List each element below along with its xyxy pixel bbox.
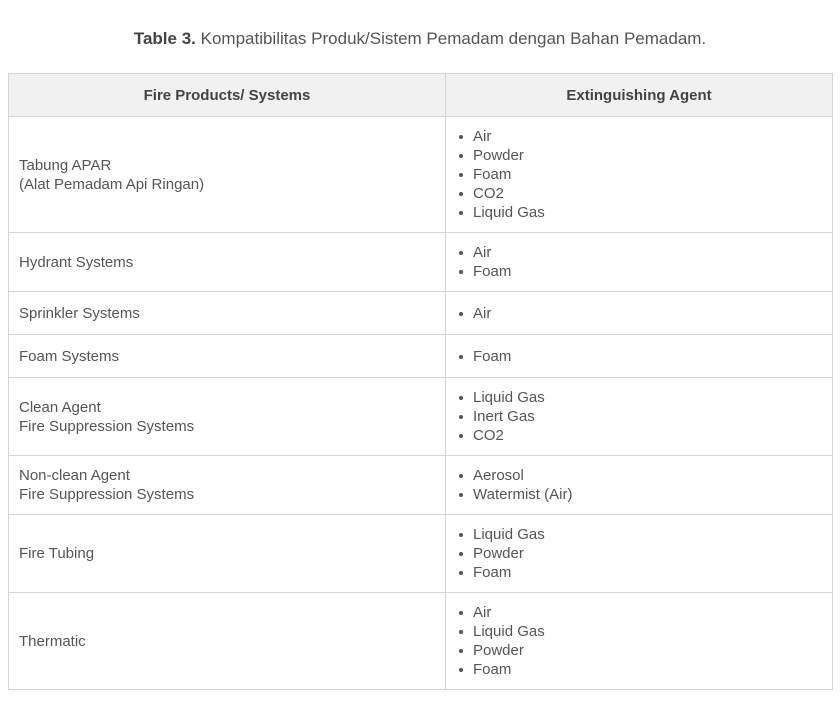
agent-list	[457, 347, 822, 366]
table-row	[9, 233, 833, 292]
agent-list-item: Powder	[457, 641, 822, 660]
agent-list-item: Liquid Gas	[457, 622, 822, 641]
agent-list-item: Foam	[457, 347, 822, 366]
table-row	[9, 335, 833, 378]
agent-list-item: Liquid Gas	[457, 388, 822, 407]
agent-cell	[446, 515, 833, 593]
agent-cell	[446, 378, 833, 456]
product-name-line: (Alat Pemadam Api Ringan)	[19, 175, 205, 193]
agent-cell	[446, 335, 833, 378]
agent-list-item: Liquid Gas	[457, 525, 822, 544]
agent-list	[457, 466, 822, 504]
table-row	[9, 456, 833, 515]
agent-list	[457, 127, 822, 222]
agent-list-item: CO2	[457, 184, 822, 203]
product-name-line: Sprinkler Systems	[19, 304, 140, 322]
product-cell	[9, 335, 446, 378]
agent-list-item: Liquid Gas	[457, 203, 822, 222]
table-row	[9, 292, 833, 335]
agent-list-item: Foam	[457, 660, 822, 679]
table-header-row	[9, 74, 833, 117]
agent-list	[457, 243, 822, 281]
product-name-line: Thermatic	[19, 632, 86, 650]
agent-list-item: Air	[457, 243, 822, 262]
product-name-line: Hydrant Systems	[19, 253, 134, 271]
table-body	[9, 117, 833, 690]
agent-list	[457, 388, 822, 445]
agent-list	[457, 603, 822, 679]
agent-list-item: Air	[457, 603, 822, 622]
table-caption-label: Table 3.	[133, 29, 196, 48]
product-cell	[9, 593, 446, 690]
product-name-line: Clean Agent	[19, 398, 101, 416]
product-cell	[9, 378, 446, 456]
product-cell	[9, 456, 446, 515]
product-name-line: Non-clean Agent	[19, 467, 130, 484]
product-name-line: Tabung APAR	[19, 156, 112, 174]
agent-list-item: Aerosol	[457, 466, 822, 485]
header-extinguishing-agent: Extinguishing Agent	[446, 74, 833, 117]
table-caption-text: Kompatibilitas Produk/Sistem Pemadam dengan Bahan Pemadam.	[200, 29, 707, 48]
product-cell	[9, 233, 446, 292]
agent-list-item: Powder	[457, 544, 822, 563]
agent-cell	[446, 456, 833, 515]
agent-list-item: Powder	[457, 146, 822, 165]
table-row	[9, 593, 833, 690]
product-name-line: Fire Suppression Systems	[19, 486, 195, 503]
agent-list-item: Foam	[457, 165, 822, 184]
agent-cell	[446, 117, 833, 233]
agent-cell	[446, 593, 833, 690]
product-name-line: Fire Tubing	[19, 545, 95, 562]
header-fire-products: Fire Products/ Systems	[9, 74, 446, 117]
product-cell	[9, 515, 446, 593]
agent-list-item: Watermist (Air)	[457, 485, 822, 504]
table-row	[9, 515, 833, 593]
agent-list-item: Inert Gas	[457, 407, 822, 426]
agent-list	[457, 525, 822, 582]
product-name-line: Foam Systems	[19, 347, 120, 365]
agent-list-item: Foam	[457, 563, 822, 582]
product-cell	[9, 292, 446, 335]
compatibility-table	[8, 73, 833, 690]
product-cell	[9, 117, 446, 233]
table-row	[9, 117, 833, 233]
agent-cell	[446, 233, 833, 292]
agent-list-item: Air	[457, 127, 822, 146]
product-name-line: Fire Suppression Systems	[19, 417, 195, 435]
agent-list-item: Air	[457, 304, 822, 323]
agent-list-item: CO2	[457, 426, 822, 445]
agent-list	[457, 304, 822, 323]
table-caption	[0, 27, 840, 51]
agent-cell	[446, 292, 833, 335]
table-row	[9, 378, 833, 456]
agent-list-item: Foam	[457, 262, 822, 281]
